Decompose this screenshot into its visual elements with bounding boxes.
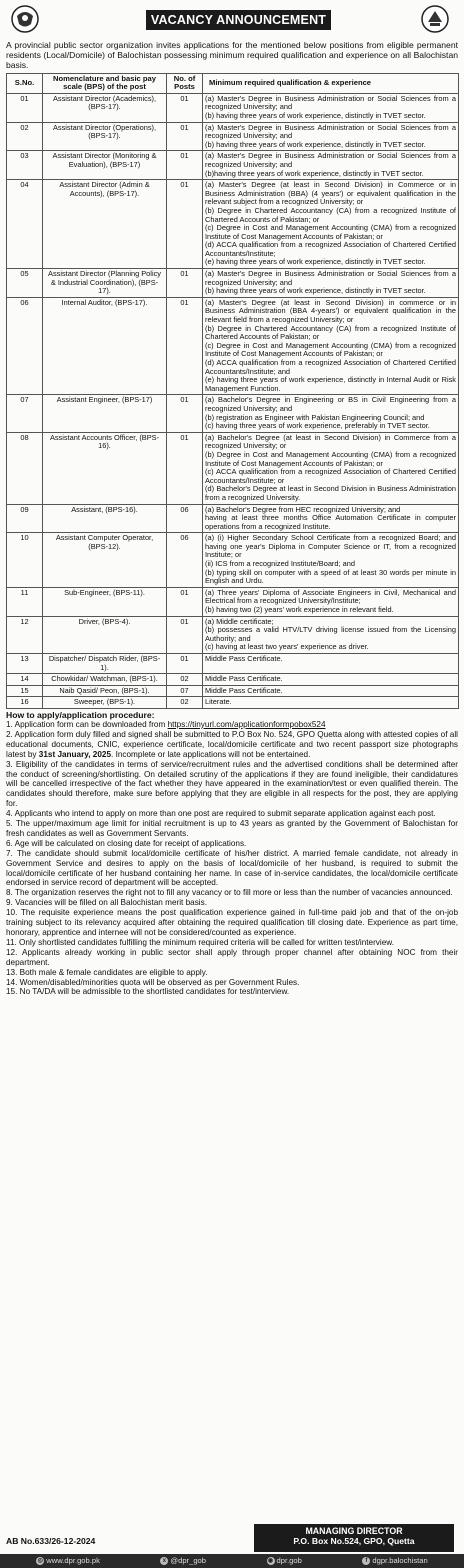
row-post-name: Assistant Director (Planning Policy & Industrial Coordination), (BPS-17). [43,269,167,298]
row-sno: 11 [7,587,43,616]
row-sno: 07 [7,395,43,432]
row-post-name: Assistant Accounts Officer, (BPS-16). [43,432,167,504]
row-qualification [203,685,459,697]
row-post-count: 01 [167,180,203,269]
footer [6,1524,458,1552]
globe-icon: ◎ [37,1558,43,1564]
closing-date: 31st January, 2025 [38,749,112,759]
procedure-item: 10. The requisite experience means the post qualification experience gained in full-time paid job and that of the on-job training subject to its relevancy acquired after obtaining the required qualification till closing date. Experience as part time, honorary, apprentice and internee will not be considered/counted as experience. [6,908,458,938]
qualification-line: (ii) ICS from a recognized Institute/Board; and [205,559,355,569]
table-row [7,432,459,504]
social-facebook[interactable]: f dgpr.balochistan [362,1554,427,1568]
row-sno: 08 [7,432,43,504]
procedure-title: How to apply/application procedure: [6,709,155,720]
qualification-line: (d) ACCA qualification from a recognized Association of Chartered Certified Accountants/Institute; and [205,358,456,376]
qualification-line: (b)having three years of work experience, distinctly in TVET sector. [205,168,424,178]
row-sno: 05 [7,269,43,298]
qualification-line: (a) Master's Degree (at least in Second Division) in Commerce or in Business Administration (BBA) (4 years') or equivalent qualification in the relevant subject from a recognized University; or [205,180,456,207]
row-sno: 02 [7,122,43,151]
row-post-name: Assistant, (BPS-16). [43,504,167,533]
row-qualification [203,297,459,395]
table-row [7,269,459,298]
qualification-line: (b) typing skill on computer with a speed of at least 30 words per minute in English and Urdu. [205,567,456,586]
qualification-line: (c) Degree in Cost and Management Accounting (CMA) from a recognized Institute of Cost Management Accounts of Pakistan; or [205,223,456,241]
row-post-count: 01 [167,616,203,653]
table-row [7,685,459,697]
procedure-item: 5. The upper/maximum age limit for initial recruitment is up to 43 years as granted by the Government of Balochistan for fresh candidates as well as Government Servants. [6,819,458,838]
qualification-line: (a) Bachelor's Degree in Engineering or BS in Civil Engineering from a recognized University; and [205,395,456,413]
managing-director-box [254,1524,454,1552]
table-row [7,297,459,395]
procedure-item: 12. Applicants already working in public sector shall apply through proper channel after obtaining NOC from their department. [6,947,458,967]
row-post-count: 01 [167,654,203,674]
qualification-line: (a) Master's Degree (at least in Second Division) in commerce or in Business Administration (BBA 4-years') or equivalent qualification in the relevant field from a recognized University; or [205,297,456,325]
procedure-item: 9. Vacancies will be filled on all Balochistan merit basis. [6,898,207,908]
row-sno: 09 [7,504,43,533]
qualification-line: (a) Bachelor's Degree from HEC recognized University; and [205,504,401,514]
row-post-name: Assistant Engineer, (BPS-17) [43,395,167,432]
row-post-count: 07 [167,685,203,697]
procedure-item: 6. Age will be calculated on closing date for receipt of applications. [6,838,247,848]
row-post-name: Sweeper, (BPS-1). [43,697,167,709]
qualification-line: (c) having at least two years' experience as driver. [205,642,369,652]
table-row [7,180,459,269]
row-qualification [203,395,459,432]
tevta-logo [420,4,450,34]
qualification-line: (a) Middle certificate; [205,616,274,626]
qualification-line: (e) having three years of work experience, distinctly in Internal Audit or Risk Management Function. [205,375,456,393]
qualification-line: (b) having three years of work experience, distinctly in TVET sector. [205,286,426,296]
qualification-line: (c) having three years of work experience, preferably in TVET sector. [205,421,430,431]
table-row [7,504,459,533]
row-post-name: Assistant Director (Operations), (BPS-17). [43,122,167,151]
procedure-item: 11. Only shortlisted candidates fulfilling the minimum required criteria will be called for written test/interview. [6,937,395,947]
table-row [7,587,459,616]
social-twitter[interactable]: x @dpr_gob [160,1554,206,1568]
qualification-line: (b) Degree in Chartered Accountancy (CA) from a recognized Institute of Chartered Accounts of Pakistan; or [205,323,456,342]
row-sno: 16 [7,697,43,709]
row-post-name: Sub-Engineer, (BPS-11). [43,587,167,616]
vacancy-table-body [7,93,459,708]
procedure-item: 15. No TA/DA will be admissible to the shortlisted candidates for test/interview. [6,987,290,997]
row-post-count: 01 [167,93,203,122]
table-row [7,122,459,151]
qualification-line: (b) having three years of work experience, distinctly in TVET sector. [205,110,426,120]
row-post-count: 02 [167,674,203,686]
qualification-line: (b) having two (2) years' work experience in relevant field. [205,605,394,615]
row-sno: 12 [7,616,43,653]
qualification-line: (b) Degree in Chartered Accountancy (CA) from a recognized Institute of Chartered Accounts of Pakistan; or [205,205,456,224]
table-row [7,616,459,653]
row-post-name: Chowkidar/ Watchman, (BPS-1). [43,674,167,686]
procedure-item: 1. Application form can be downloaded from https://tinyurl.com/applicationformpobox524 [6,719,326,729]
row-sno: 01 [7,93,43,122]
header [6,4,458,34]
row-qualification [203,151,459,180]
table-row [7,93,459,122]
row-post-count: 06 [167,504,203,533]
qualification-line: (b) possesses a valid HTV/LTV driving license issued from the Licensing Authority; and [205,625,456,643]
qualification-line: (a) Master's Degree in Business Administration or Social Sciences from a recognized University; and [205,269,456,287]
row-qualification [203,697,459,709]
row-qualification [203,533,459,588]
qualification-line: Middle Pass Certificate. [205,685,283,695]
social-website[interactable]: ◎ www.dpr.gob.pk [37,1556,100,1565]
procedure-item: 2. Application form duly filled and signed shall be submitted to P.O Box No. 524, GPO Quetta along with attested copies of all educational documents, CNIC, experience certificate, local/domicile certificate and two recent passport size photographs latest by 31st January, 2025. Incomplete or late applications will not be entertained. [6,729,458,759]
qualification-line: (c) ACCA qualification from a recognized Association of Chartered Certified Accountants/Institute; or [205,467,456,485]
twitter-icon: x [160,1557,168,1565]
instagram-icon: ◉ [267,1558,274,1564]
application-form-link[interactable]: https://tinyurl.com/applicationformpobox524 [167,719,326,729]
row-sno: 14 [7,674,43,686]
md-address: P.O. Box No.524, GPO, Quetta [293,1536,415,1546]
row-post-name: Driver, (BPS-4). [43,616,167,653]
page-title: VACANCY ANNOUNCEMENT [146,10,331,30]
col-header-post: Nomenclature and basic pay scale (BPS) of the post [43,73,167,93]
qualification-line: (a) Three years' Diploma of Associate Engineers in Civil, Mechanical and Electrical from a recognized University/Institute; [205,587,456,606]
qualification-line: (a) Bachelor's Degree (at least in Second Division) in Commerce from a recognized University; or [205,432,456,451]
table-header-row [7,73,459,93]
qualification-line: having at least three months Office Automation Certificate in computer operations from a recognized Institute. [205,513,456,531]
row-post-count: 01 [167,587,203,616]
row-post-count: 01 [167,151,203,180]
qualification-line: Middle Pass Certificate. [205,674,283,684]
balochistan-emblem-logo [10,4,40,34]
procedure-item: 8. The organization reserves the right not to fill any vacancy or to fill more or less than the number of vacancies announced. [6,888,453,898]
row-qualification [203,269,459,298]
row-sno: 04 [7,180,43,269]
ab-number: AB No.633/26-12-2024 [6,1536,96,1546]
row-post-name: Assistant Director (Academics), (BPS-17). [43,93,167,122]
table-row [7,151,459,180]
qualification-line: (e) having three years of work experience, distinctly in TVET sector. [205,257,426,267]
qualification-line: (d) ACCA qualification from a recognized Association of Chartered Certified Accountants/Institute; [205,240,456,258]
qualification-line: (a) (i) Higher Secondary School Certificate from a recognized Board; and having one year's Diploma in Computer Science or IT, from a recognized Institute; or [205,533,456,560]
qualification-line: (a) Master's Degree in Business Administration or Social Sciences from a recognized University; and [205,122,456,141]
table-row [7,395,459,432]
qualification-line: (d) Bachelor's Degree at least in Second Division in Business Administration from a recognized University. [205,484,456,502]
row-sno: 03 [7,151,43,180]
vacancy-table [6,73,459,709]
row-qualification [203,587,459,616]
row-post-count: 01 [167,269,203,298]
row-post-count: 01 [167,395,203,432]
qualification-line: (a) Master's Degree in Business Administration or Social Sciences from a recognized University; and [205,151,456,169]
qualification-line: (b) having three years of work experience, distinctly in TVET sector. [205,139,426,149]
row-post-count: 01 [167,297,203,395]
table-row [7,533,459,588]
row-post-count: 06 [167,533,203,588]
procedure-list [6,720,458,997]
row-post-count: 01 [167,122,203,151]
intro-paragraph: A provincial public sector organization invites applications for the mentioned below positions from eligible permanent residents (Local/Domicile) of Balochistan possessing minimum required qualification and experience on all Balochistan basis. [6,40,458,71]
row-qualification [203,674,459,686]
qualification-line: (a) Master's Degree in Business Administration or Social Sciences from a recognized University; and [205,93,456,112]
col-header-qualification: Minimum required qualification & experience [203,73,459,93]
row-sno: 10 [7,533,43,588]
row-post-name: Assistant Computer Operator, (BPS-12). [43,533,167,588]
social-bar [0,1554,464,1568]
qualification-line: (b) Degree in Cost and Management Accounting (CMA) from a recognized Institute of Cost Management Accounts of Pakistan; or [205,449,456,468]
procedure-item: 7. The candidate should submit local/domicile certificate of his/her district. A married female candidate, not already in Government Service and desires to apply on the basis of local/domicile of her husband, is required to submit the local/domicile certificate of her husband containing her name. In case of in-service candidates, the local/domicile certificate endorsed in service record of department will be accepted. [6,848,458,888]
table-row [7,674,459,686]
row-post-name: Assistant Director (Admin & Accounts), (BPS-17). [43,180,167,269]
row-qualification [203,616,459,653]
procedure-item: 13. Both male & female candidates are eligible to apply. [6,967,208,977]
row-post-name: Assistant Director (Monitoring & Evaluation), (BPS-17) [43,151,167,180]
row-qualification [203,180,459,269]
row-qualification [203,504,459,533]
row-post-count: 02 [167,697,203,709]
table-row [7,697,459,709]
col-header-sno: S.No. [7,73,43,93]
row-sno: 15 [7,685,43,697]
qualification-line: (c) Degree in Cost and Management Accounting (CMA) from a recognized Institute of Cost Management Accounts of Pakistan; or [205,340,456,359]
qualification-line: (b) registration as Engineer with Pakistan Engineering Council; and [205,412,425,422]
procedure-items-rest [6,760,458,998]
row-qualification [203,122,459,151]
row-post-name: Dispatcher/ Dispatch Rider, (BPS-1). [43,654,167,674]
qualification-line: Literate. [205,697,232,707]
row-qualification [203,93,459,122]
row-sno: 13 [7,654,43,674]
procedure-item: 4. Applicants who intend to apply on more than one post are required to submit separate application against each post. [6,809,436,819]
row-sno: 06 [7,297,43,395]
facebook-icon: f [362,1557,370,1565]
social-instagram[interactable]: ◉ dpr.gob [267,1556,302,1565]
row-qualification [203,432,459,504]
row-qualification [203,654,459,674]
table-row [7,654,459,674]
row-post-count: 01 [167,432,203,504]
row-post-name: Internal Auditor, (BPS-17). [43,297,167,395]
row-post-name: Naib Qasid/ Peon, (BPS-1). [43,685,167,697]
md-title: MANAGING DIRECTOR [305,1526,403,1536]
procedure-item: 3. Eligibility of the candidates in terms of service/recruitment rules and the advertised conditions shall be determined after the conduct of screening/shortlisting. On detailed scrutiny of the applications if they are found ineligible, their candidatures will be cancelled irrespective of the fact whether they have appeared in the examination/test or even qualified therein. The candidates should therefore, make sure before applying that they are eligible in all respects for the post, they are applying for. [6,759,458,809]
qualification-line: Middle Pass Certificate. [205,654,283,664]
procedure-item: 14. Women/disabled/minorities quota will be observed as per Government Rules. [6,977,300,987]
col-header-posts: No. of Posts [167,73,203,93]
